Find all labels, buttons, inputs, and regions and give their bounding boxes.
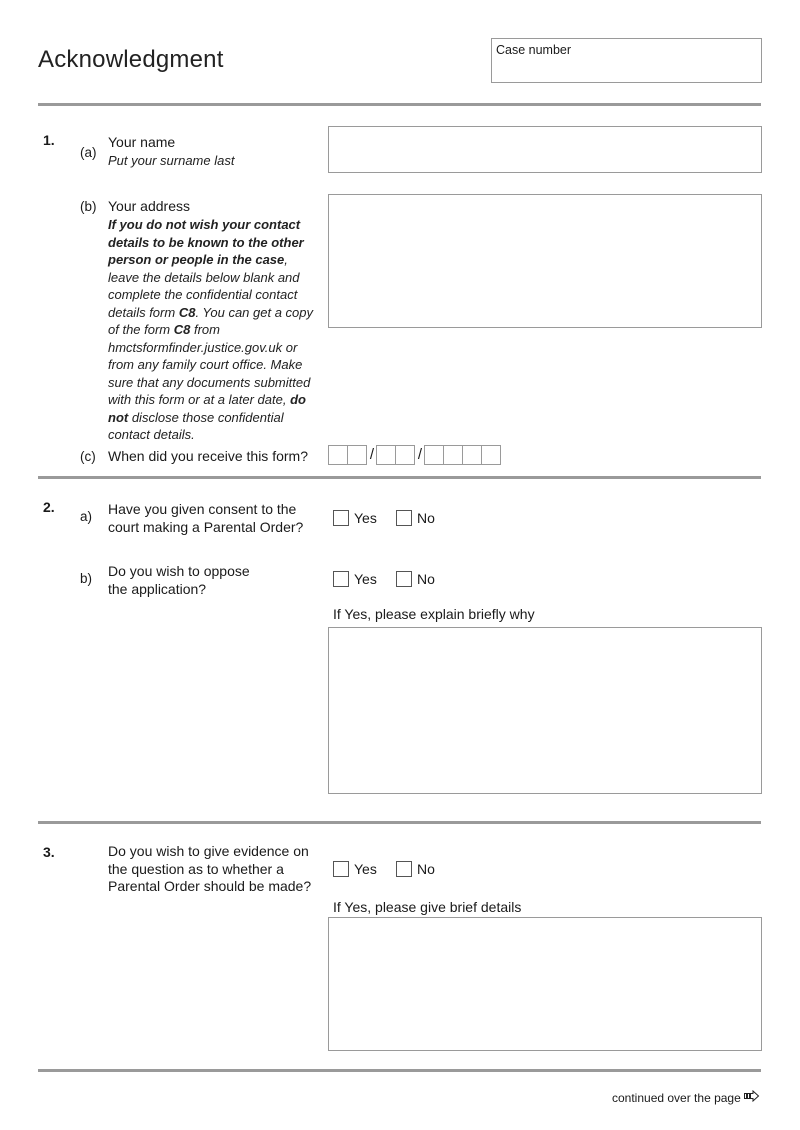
case-number-field[interactable] — [491, 38, 762, 83]
evidence-no-label: No — [417, 861, 435, 877]
date-digit-box[interactable] — [462, 445, 482, 465]
divider — [38, 103, 761, 106]
address-field[interactable] — [328, 194, 762, 328]
hint-text: , leave the details below blank and complete the confidential contact details form — [108, 252, 300, 320]
hint-form-ref: C8 — [178, 304, 196, 320]
q1b-label: (b) — [80, 199, 97, 214]
date-digit-box[interactable] — [376, 445, 396, 465]
consent-yes-label: Yes — [354, 510, 377, 526]
oppose-explain-field[interactable] — [328, 627, 762, 794]
hint-form-ref: C8 — [173, 322, 191, 337]
oppose-explain-label: If Yes, please explain briefly why — [333, 606, 535, 622]
date-digit-box[interactable] — [481, 445, 501, 465]
q2a-label: a) — [80, 509, 93, 524]
year-boxes[interactable] — [424, 445, 500, 465]
date-separator: / — [369, 446, 375, 463]
hint-text: disclose those confidential contact details. — [108, 409, 284, 442]
q1a-question: Your name — [108, 134, 176, 150]
oppose-no-label: No — [417, 571, 435, 587]
oppose-yes-label: Yes — [354, 571, 377, 587]
evidence-details-field[interactable] — [328, 917, 762, 1051]
continued-note — [612, 1090, 760, 1105]
divider — [38, 476, 761, 479]
hint-emphasis: If you do not wish your contact details to be known to the other person or people in the case — [108, 217, 304, 267]
q1a-label: (a) — [80, 145, 97, 160]
arrow-right-icon — [744, 1090, 760, 1105]
consent-no-checkbox[interactable] — [396, 510, 412, 526]
section-3-number: 3. — [43, 844, 55, 860]
date-digit-box[interactable] — [424, 445, 444, 465]
q1b-hint — [108, 216, 322, 444]
received-date-field — [328, 445, 500, 465]
q1b-question: Your address — [108, 198, 190, 214]
date-digit-box[interactable] — [347, 445, 367, 465]
hint-emphasis: do not — [108, 392, 306, 425]
date-digit-box[interactable] — [443, 445, 463, 465]
section-1-number: 1. — [43, 132, 55, 148]
oppose-yes-checkbox[interactable] — [333, 571, 349, 587]
section-2-number: 2. — [43, 499, 55, 515]
day-boxes[interactable] — [328, 445, 366, 465]
page-title: Acknowledgment — [38, 46, 224, 73]
month-boxes[interactable] — [376, 445, 414, 465]
evidence-details-label: If Yes, please give brief details — [333, 899, 522, 915]
oppose-no-checkbox[interactable] — [396, 571, 412, 587]
q3-question: Do you wish to give evidence on the question as to whether a Parental Order should be made? — [108, 843, 312, 895]
q2b-label: b) — [80, 571, 93, 586]
evidence-no-checkbox[interactable] — [396, 861, 412, 877]
hint-text: . You can get a copy of the form — [108, 304, 314, 337]
consent-no-label: No — [417, 510, 435, 526]
continued-text: continued over the page — [612, 1090, 741, 1105]
divider — [38, 821, 761, 824]
case-number-label: Case number — [496, 43, 572, 57]
date-separator: / — [417, 446, 423, 463]
q1c-label: (c) — [80, 449, 96, 464]
consent-yes-checkbox[interactable] — [333, 510, 349, 526]
evidence-yes-checkbox[interactable] — [333, 861, 349, 877]
divider — [38, 1069, 761, 1072]
name-field[interactable] — [328, 126, 762, 173]
q1c-question: When did you receive this form? — [108, 448, 308, 464]
date-digit-box[interactable] — [395, 445, 415, 465]
date-digit-box[interactable] — [328, 445, 348, 465]
q1a-hint: Put your surname last — [108, 153, 235, 168]
q2b-question: Do you wish to oppose the application? — [108, 563, 250, 597]
q2a-question: Have you given consent to the court making a Parental Order? — [108, 501, 304, 535]
hint-text: from hmctsformfinder.justice.gov.uk or from any family court office. Make sure that any documents submitted with this form or at a later date, — [108, 322, 311, 407]
evidence-yes-label: Yes — [354, 861, 377, 877]
